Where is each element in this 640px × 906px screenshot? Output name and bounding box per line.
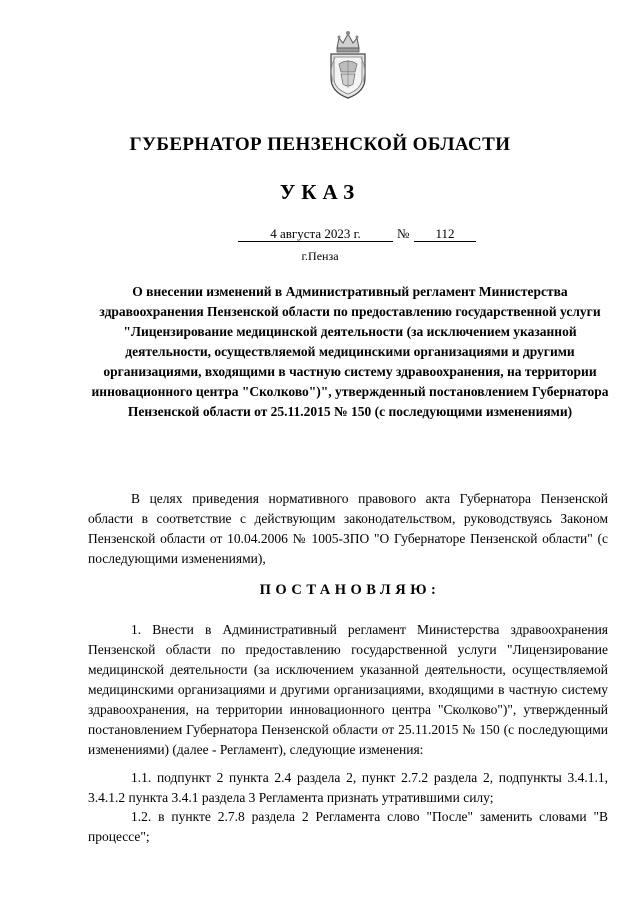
preamble-paragraph: В целях приведения нормативного правового акта Губернатора Пензенской области в соответствие с действующим законодательством, руководствуясь Законом Пензенской области от 10.04.2006 № 1005-ЗПО "О Губернаторе Пензенской области" (с последующими изменениями), [88,491,608,566]
decree-city: г.Пенза [301,249,339,263]
resolve-heading: ПОСТАНОВЛЯЮ: [259,582,441,598]
decree-heading: О внесении изменений в Административный регламент Министерства здравоохранения Пензенской области по предоставлению государственной услуги "Лицензирование медицинской деятельности (за исключением указанной деятельности, осуществляемой медицинскими организациями и другими организациями, входящими в частную систему здравоохранения, на территории инновационного центра "Сколково")", утвержденный постановлением Губернатора Пензенской области от 25.11.2015 № 150 (с последующими изменениями) [91,284,609,419]
item-1-paragraph: 1. Внести в Административный регламент Министерства здравоохранения Пензенской области по предоставлению государственной услуги "Лицензирование медицинской деятельности (за исключением указанной деятельности, осуществляемой медицинскими организациями и другими организациями, входящими в частную систему здравоохранения, на территории инновационного центра "Сколково")", утвержденный постановлением Губернатора Пензенской области от 25.11.2015 № 150 (с последующими изменениями) (далее - Регламент), следующие изменения: [88,622,608,757]
date-number-line [0,226,640,246]
decree-number: 112 [414,226,476,242]
decree-date: 4 августа 2023 г. [238,226,393,242]
governor-title: ГУБЕРНАТОР ПЕНЗЕНСКОЙ ОБЛАСТИ [129,134,511,155]
item-1-2-paragraph: 1.2. в пункте 2.7.8 раздела 2 Регламента слово "После" заменить словами "В процессе"; [88,809,608,844]
decree-title: УКАЗ [279,180,361,204]
number-sign: № [397,226,410,241]
item-1-1-paragraph: 1.1. подпункт 2 пункта 2.4 раздела 2, пункт 2.7.2 раздела 2, подпункты 3.4.1.1, 3.4.1.2 пункта 3.4.1 раздела 3 Регламента признать утратившими силу; [88,770,608,805]
penza-region-coat-of-arms-icon [325,28,371,100]
